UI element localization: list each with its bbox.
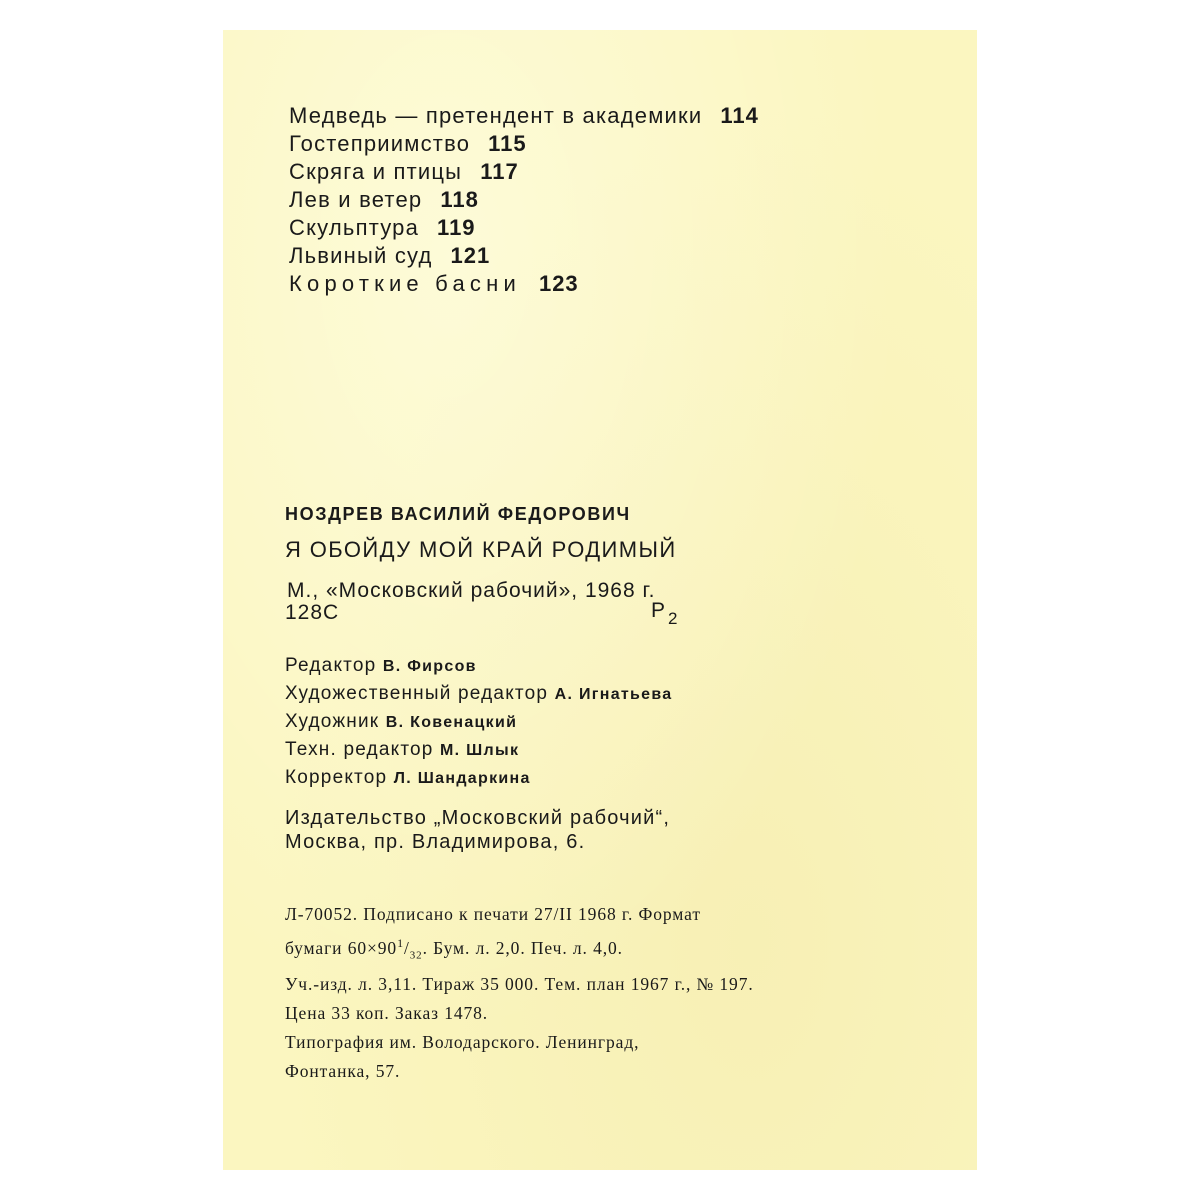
toc-entry — [289, 102, 759, 130]
toc-entry-page: 115 — [488, 131, 527, 156]
tech-line: Уч.-изд. л. 3,11. Тираж 35 000. Тем. план 1967 г., № 197. — [285, 974, 754, 995]
toc-entry-title: Скульптура — [289, 215, 420, 240]
credit-row — [285, 680, 945, 708]
toc-entry-title: Скряга и птицы — [289, 159, 463, 184]
library-index-letter: Р — [651, 599, 667, 622]
toc-entry-title: Медведь — претендент в академики — [289, 103, 703, 128]
publisher-address — [285, 806, 945, 854]
credits-list — [285, 652, 945, 792]
library-index-subscript: 2 — [668, 609, 679, 628]
credit-row — [285, 736, 945, 764]
tech-line: Типография им. Володарского. Ленинград, — [285, 1032, 640, 1053]
toc-entry-page: 121 — [450, 243, 491, 268]
credit-role: Художник — [285, 711, 380, 732]
credit-role: Художественный редактор — [285, 683, 549, 704]
toc-entry — [289, 270, 759, 298]
tech-line: Цена 33 коп. Заказ 1478. — [285, 1003, 489, 1024]
publisher-location: Москва, пр. Владимирова, 6. — [285, 831, 586, 853]
library-index — [651, 598, 679, 628]
credit-person: В. Ковенацкий — [385, 714, 518, 731]
credit-person: В. Фирсов — [382, 658, 477, 675]
toc-entry-title: Короткие басни — [289, 271, 521, 296]
tech-line: Фонтанка, 57. — [285, 1061, 401, 1082]
credit-role: Редактор — [285, 655, 377, 676]
toc-entry-title: Гостеприимство — [289, 131, 471, 156]
credit-row — [285, 764, 945, 792]
credit-person: А. Игнатьева — [554, 686, 673, 703]
paper-format-prefix: бумаги 60×90 — [285, 937, 398, 958]
publication-info — [285, 578, 945, 630]
paper-format-fraction-numerator: 1 — [397, 936, 404, 950]
toc-entry-page: 118 — [440, 187, 479, 212]
credit-person: М. Шлык — [440, 742, 520, 759]
classification-code: 128С — [285, 601, 340, 624]
credit-role: Корректор — [285, 767, 388, 788]
credit-row — [285, 652, 945, 680]
toc-entry-title: Львиный суд — [289, 243, 433, 268]
tech-line-paper-format: бумаги $60\times 90^1/_{32}$. Бум. л. 2,0. Печ. л. 4,0. — [285, 936, 623, 962]
toc-entry — [289, 186, 759, 214]
toc-entry-page: 117 — [480, 159, 519, 184]
publisher-name: Издательство „Московский рабочий“, — [285, 807, 671, 829]
book-title: Я ОБОЙДУ МОЙ КРАЙ РОДИМЫЙ — [285, 537, 677, 562]
toc-entry — [289, 242, 759, 270]
table-of-contents — [289, 102, 759, 298]
toc-entry-title: Лев и ветер — [289, 187, 423, 212]
credit-row — [285, 708, 945, 736]
toc-entry — [289, 130, 759, 158]
toc-entry — [289, 214, 759, 242]
toc-entry-page: 119 — [437, 215, 476, 240]
credit-role: Техн. редактор — [285, 739, 434, 760]
technical-details — [285, 900, 925, 1086]
tech-line: Л-70052. Подписано к печати 27/II 1968 г. Формат — [285, 904, 701, 924]
toc-entry-page: 114 — [720, 103, 759, 128]
toc-entry-page: 123 — [538, 271, 579, 296]
paper-format-suffix: . Бум. л. 2,0. Печ. л. 4,0. — [422, 937, 623, 958]
paper-format-fraction-denominator: 32 — [409, 949, 423, 962]
imprint — [285, 502, 945, 1086]
book-page — [223, 30, 977, 1170]
author-name: НОЗДРЕВ ВАСИЛИЙ ФЕДОРОВИЧ — [285, 504, 631, 524]
toc-entry — [289, 158, 759, 186]
credit-person: Л. Шандаркина — [393, 770, 531, 787]
publication-line: М., «Московский рабочий», 1968 г. — [287, 579, 656, 602]
